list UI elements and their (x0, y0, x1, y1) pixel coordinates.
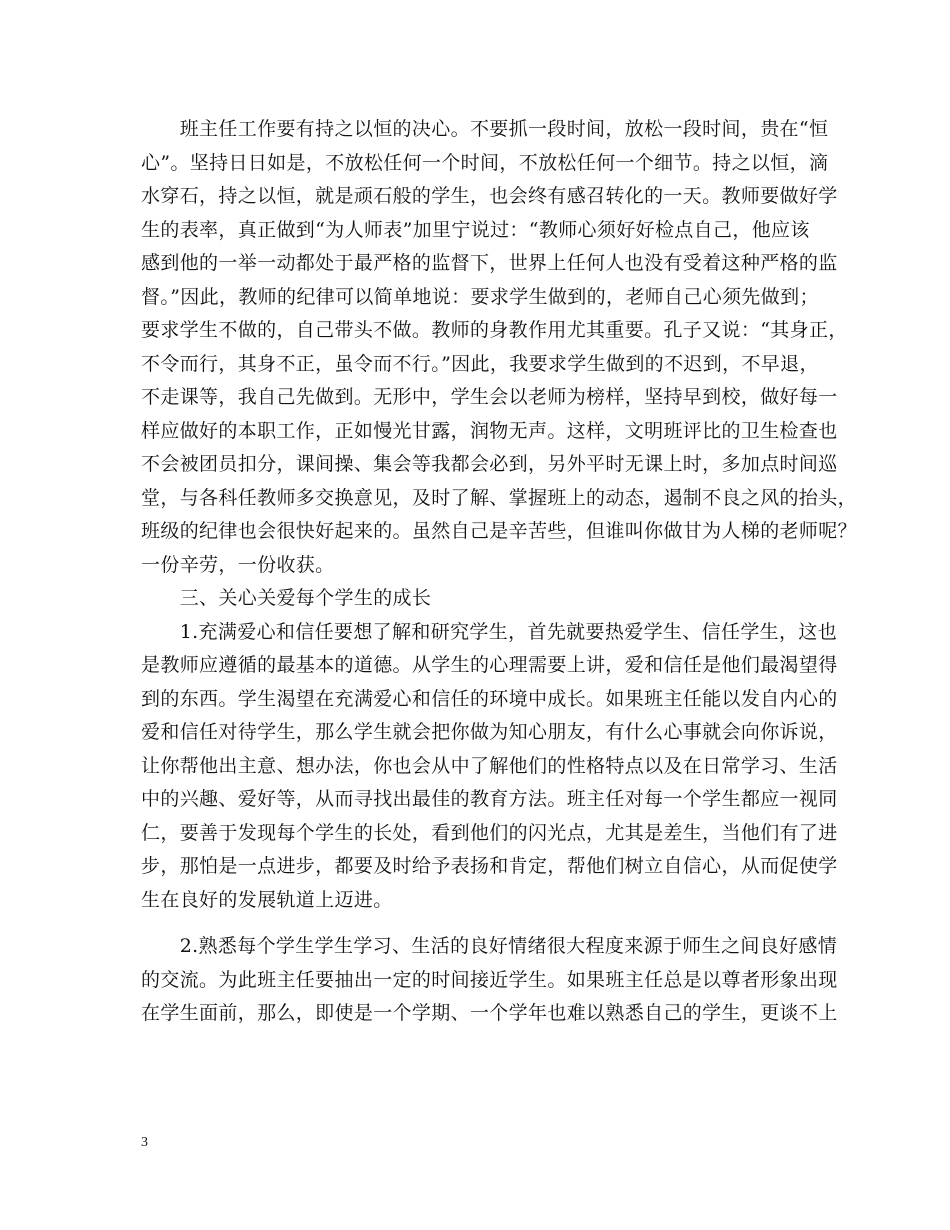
text-line: 不令而行，其身不正，虽令而不行。”因此，我要求学生做到的不迟到，不早退， (141, 352, 819, 375)
text-line: 心”。坚持日日如是，不放松任何一个时间，不放松任何一个细节。持之以恒，滴 (141, 151, 829, 174)
text-line: 要求学生不做的，自己带头不做。教师的身教作用尤其重要。孔子又说：“其身正， (141, 319, 848, 341)
page-number: 3 (141, 1135, 148, 1150)
text-line: 2.熟悉每个学生学生学习、生活的良好情绪很大程度来源于师生之间良好感情 (141, 935, 838, 957)
text-line: 堂，与各科任教师多交换意见，及时了解、掌握班上的动态，遏制不良之风的抬头， (141, 486, 857, 509)
text-line: 班级的纪律也会很快好起来的。虽然自己是辛苦些，但谁叫你做甘为人梯的老师呢？ (141, 520, 857, 542)
text-line: 仁，要善于发现每个学生的长处，看到他们的闪光点，尤其是差生，当他们有了进 (141, 821, 838, 844)
text-line: 样应做好的本职工作，正如慢光甘露，润物无声。这样，文明班评比的卫生检查也 (141, 419, 838, 442)
text-line: 步，那怕是一点进步，都要及时给予表扬和肯定，帮他们树立自信心，从而促使学 (141, 855, 838, 877)
text-line: 不会被团员扣分，课间操、集会等我都会必到，另外平时无课上时，多加点时间巡 (141, 453, 838, 475)
text-line: 的交流。为此班主任要抽出一定的时间接近学生。如果班主任总是以尊者形象出现 (141, 968, 838, 991)
text-line: 生的表率，真正做到“为人师表”加里宁说过：“教师心须好好检点自己，他应该 (141, 218, 810, 241)
text-line: 督。”因此，教师的纪律可以简单地说：要求学生做到的，老师自己心须先做到； (141, 285, 819, 308)
text-line: 水穿石，持之以恒，就是顽石般的学生，也会终有感召转化的一天。教师要做好学 (141, 185, 838, 207)
text-line: 生在良好的发展轨道上迈进。 (141, 888, 393, 911)
text-line: 中的兴趣、爱好等，从而寻找出最佳的教育方法。班主任对每一个学生都应一视同 (141, 788, 838, 810)
section-heading: 三、关心关爱每个学生的成长 (141, 587, 432, 609)
text-line: 到的东西。学生渴望在充满爱心和信任的环境中成长。如果班主任能以发自内心的 (141, 687, 838, 710)
text-line: 在学生面前，那么，即使是一个学期、一个学年也难以熟悉自己的学生，更谈不上 (141, 1002, 838, 1024)
body-text (141, 113, 857, 1031)
text-line: 不走课等，我自己先做到。无形中，学生会以老师为榜样，坚持早到校，做好每一 (141, 386, 838, 408)
text-line: 是教师应遵循的最基本的道德。从学生的心理需要上讲，爱和信任是他们最渴望得 (141, 654, 838, 676)
text-line: 1.充满爱心和信任要想了解和研究学生，首先就要热爱学生、信任学生，这也 (141, 620, 838, 643)
text-line: 让你帮他出主意、想办法，你也会从中了解他们的性格特点以及在日常学习、生活 (141, 754, 838, 777)
text-line: 班主任工作要有持之以恒的决心。不要抓一段时间，放松一段时间，贵在“恒 (141, 118, 829, 140)
text-line: 感到他的一举一动都处于最严格的监督下，世界上任何人也没有受着这种严格的监 (141, 252, 838, 274)
text-line: 爱和信任对待学生，那么学生就会把你做为知心朋友，有什么心事就会向你诉说， (141, 721, 838, 743)
text-line: 一份辛劳，一份收获。 (141, 553, 335, 576)
